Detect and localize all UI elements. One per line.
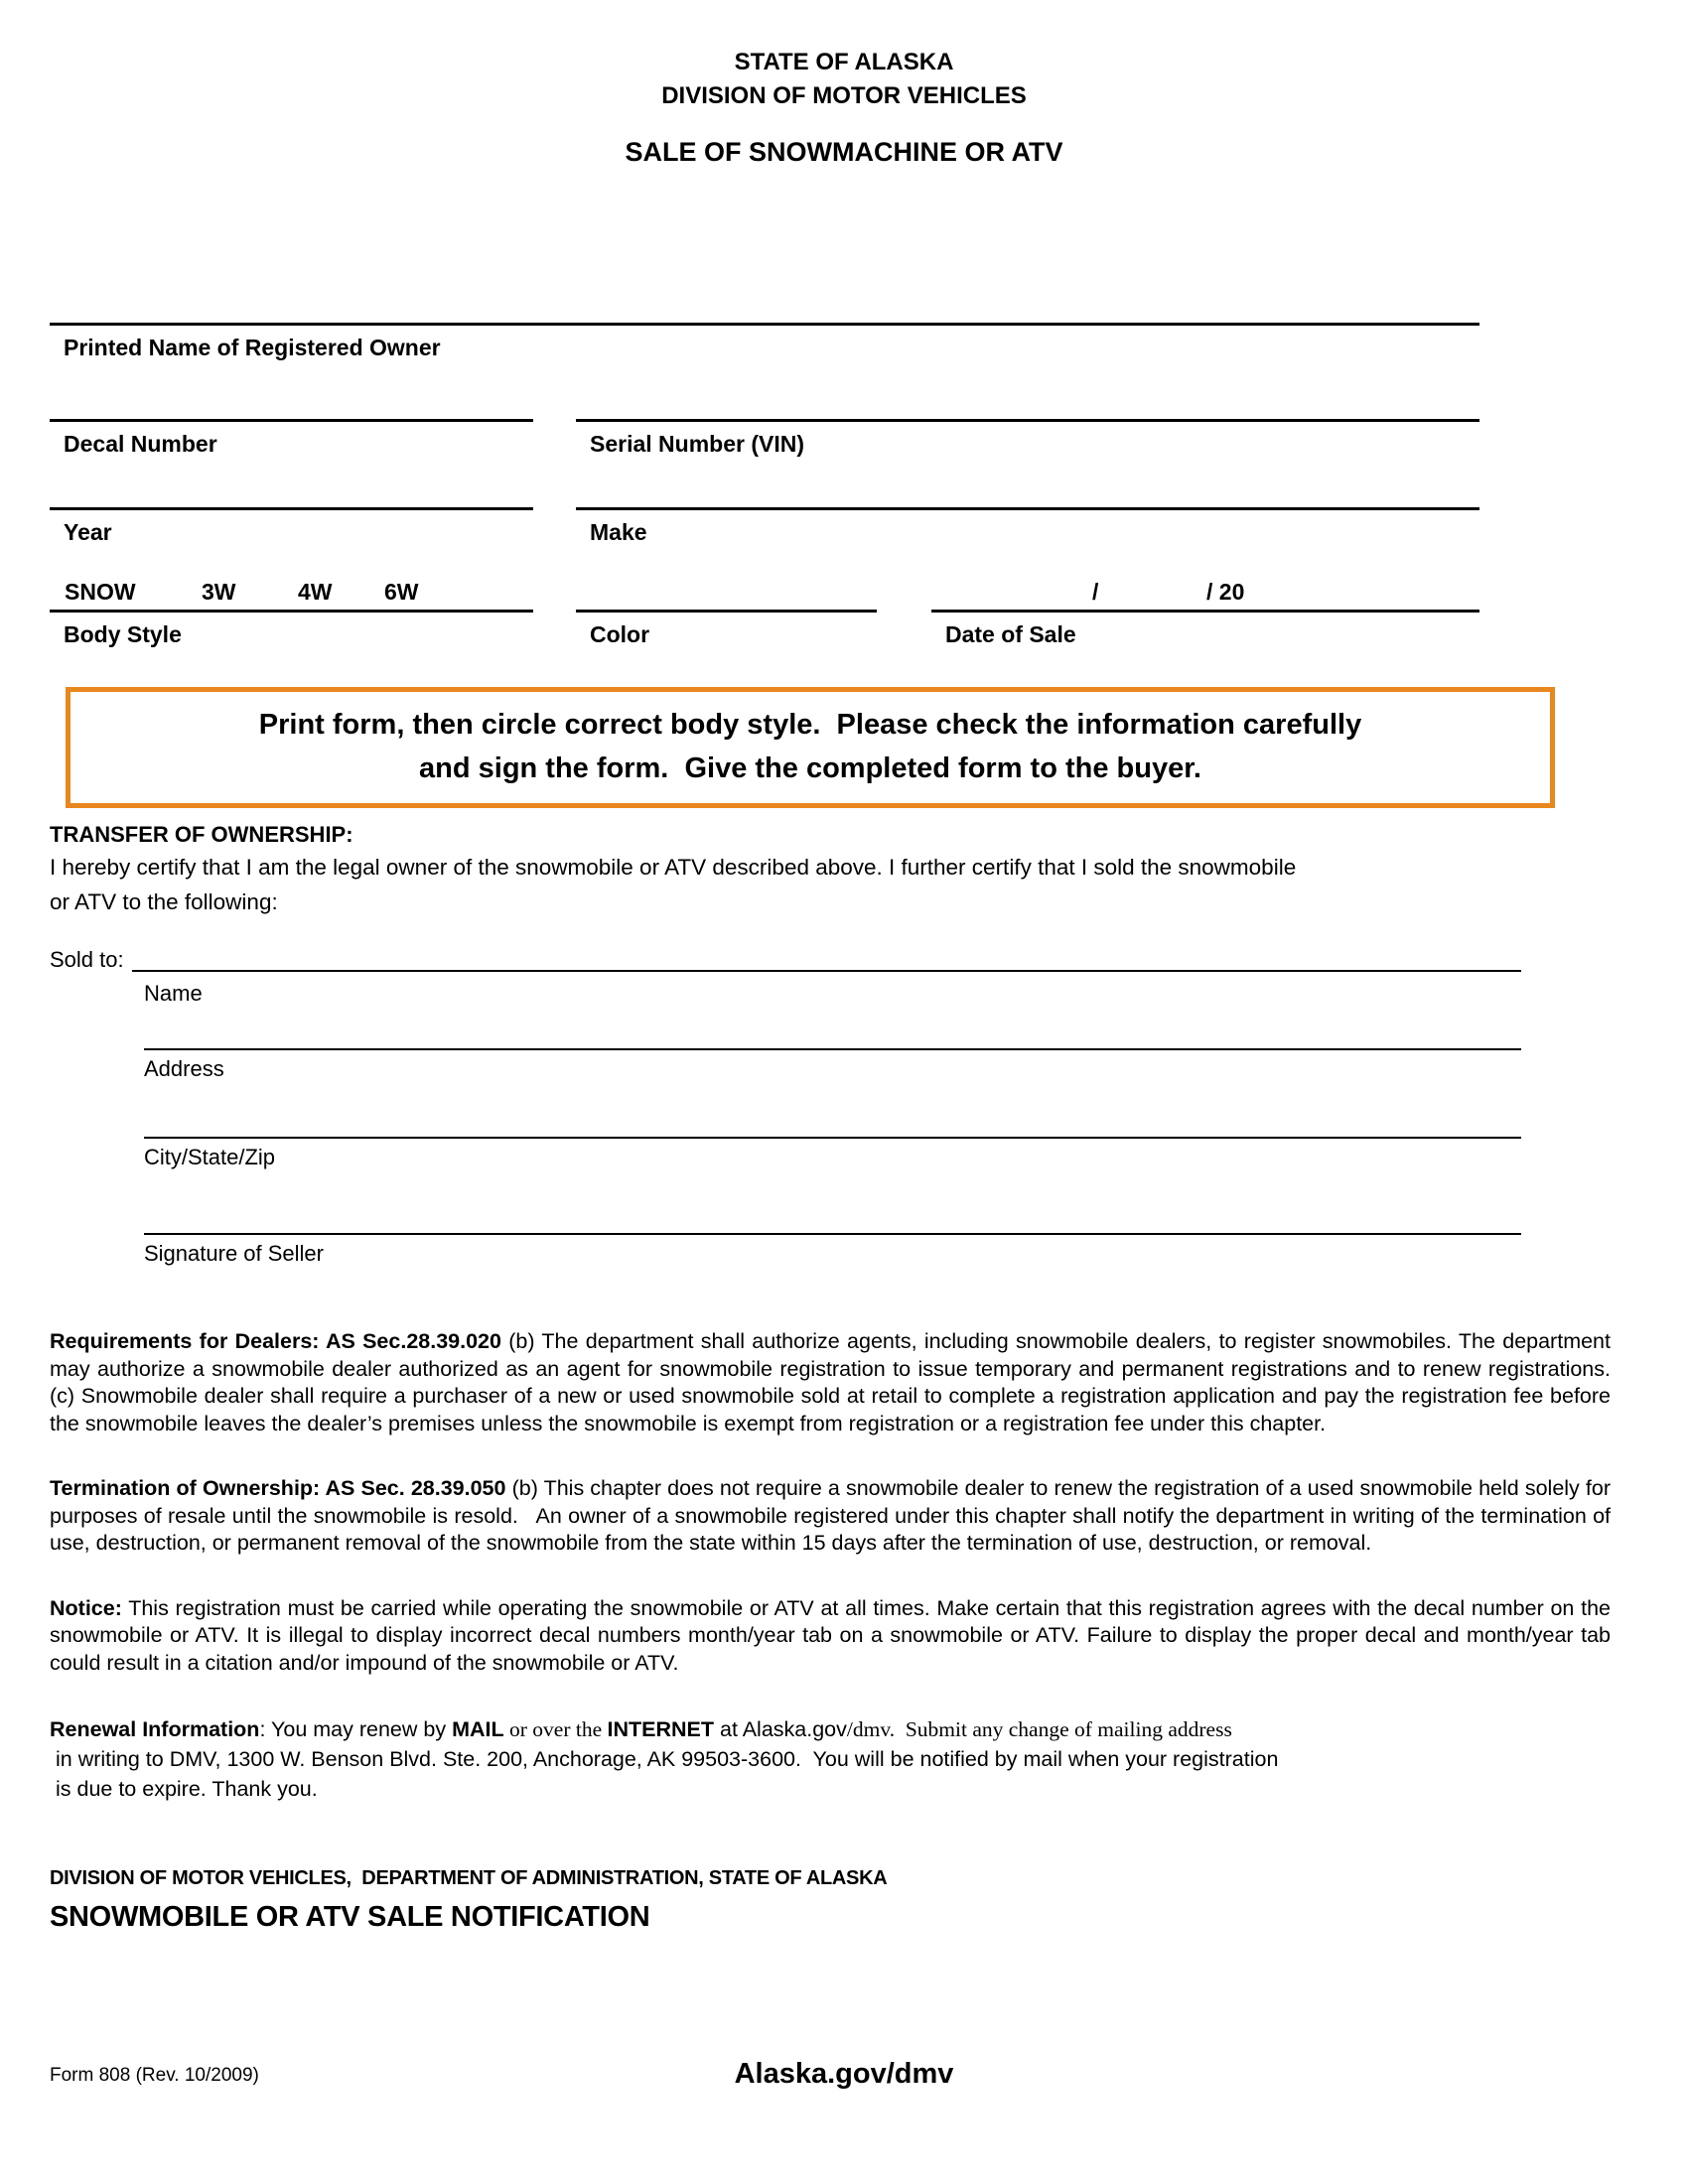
renewal-line-2: in writing to DMV, 1300 W. Benson Blvd. Ste. 200, Anchorage, AK 99503-3600. You will be notified by mail when your registration [50,1747,1279,1771]
dmv-website: Alaska.gov/dmv [734,2058,954,2090]
date-of-sale-label: Date of Sale [945,621,1076,647]
body-style-label: Body Style [64,621,182,647]
form-title: SALE OF SNOWMACHINE OR ATV [625,137,1063,167]
transfer-body-line-1: I hereby certify that I am the legal owner of the snowmobile or ATV described above. I further certify that I sold the snowmobile [50,855,1297,880]
termination-text: (b) This chapter does not require a snowmobile dealer to renew the registration of a used snowmobile held solely for purposes of resale until the snowmobile is resold. An owner of a snowmobile registered under this chapter shall notify the department in writing of the termination of use, destruction, or permanent removal of the snowmobile from the state within 15 days after the termination of use, destruction, or removal. [50,1476,1617,1555]
signature-label: Signature of Seller [144,1241,324,1266]
body-style-option-3w[interactable]: 3W [202,579,236,605]
notice-text: This registration must be carried while operating the snowmobile or ATV at all times. Make certain that this registration agrees with the decal number on the snowmobile or ATV. It is illegal to display incorrect decal numbers month/year tab on a snowmobile or ATV. Failure to display the proper decal and month/year tab could result in a citation and/or impound of the snowmobile or ATV. [50,1595,1617,1675]
date-slash-1: / [1092,579,1099,605]
sold-to-row [50,945,1521,975]
decal-number-label: Decal Number [64,431,217,457]
renewal-serif-2: /dmv. Submit any change of mailing address [846,1717,1232,1741]
print-instruction-box [66,687,1555,808]
date-of-sale-field [931,576,1479,647]
sold-to-label: Sold to: [50,947,124,972]
printed-name-field [50,323,1479,360]
decal-number-field [50,419,533,457]
dealers-paragraph [50,1328,1617,1437]
dealers-lead: Requirements for Dealers: AS Sec.28.39.020 [50,1329,501,1353]
make-field [576,507,1479,545]
transfer-body-line-2: or ATV to the following: [50,889,278,914]
division-caption: DIVISION OF MOTOR VEHICLES, DEPARTMENT OF ADMINISTRATION, STATE OF ALASKA [50,1867,888,1889]
date-slash-2: / 20 [1206,579,1245,605]
serial-number-label: Serial Number (VIN) [590,431,804,457]
state-title: STATE OF ALASKA [734,49,954,75]
renewal-serif-1: or over the [503,1717,608,1741]
division-title: DIVISION OF MOTOR VEHICLES [661,82,1027,109]
notice-lead: Notice: [50,1595,122,1620]
body-style-option-4w[interactable]: 4W [298,579,333,605]
address-label: Address [144,1056,224,1081]
renewal-paragraph [50,1714,1611,1804]
notice-paragraph [50,1595,1617,1678]
instruction-line-2: and sign the form. Give the completed form to the buyer. [419,752,1201,784]
transfer-of-ownership-section [50,820,1601,1268]
renewal-internet-keyword: INTERNET [607,1717,715,1741]
termination-paragraph [50,1475,1617,1558]
notification-title-block [50,1864,1611,1936]
body-style-option-snow[interactable]: SNOW [65,579,136,605]
body-style-options [50,576,533,610]
sold-to-input-line[interactable] [132,945,1521,972]
body-style-option-6w[interactable]: 6W [384,579,419,605]
body-style-field [50,576,533,647]
serial-number-field [576,419,1479,457]
renewal-mail-keyword: MAIL [452,1717,504,1741]
form-number: Form 808 (Rev. 10/2009) [50,2065,259,2086]
make-label: Make [590,519,647,545]
legal-text-section [50,1328,1617,1842]
city-state-zip-label: City/State/Zip [144,1145,276,1169]
notification-title: SNOWMOBILE OR ATV SALE NOTIFICATION [50,1901,650,1933]
color-field [576,576,877,647]
renewal-text-2: at Alaska.gov [714,1717,847,1741]
termination-lead: Termination of Ownership: AS Sec. 28.39.050 [50,1476,506,1500]
transfer-heading: TRANSFER OF OWNERSHIP: [50,822,353,847]
year-label: Year [64,519,112,545]
name-label: Name [144,981,203,1006]
form-header [0,46,1688,169]
page-footer [50,2057,1638,2097]
renewal-lead: Renewal Information [50,1717,260,1741]
vehicle-fields-section [50,323,1479,647]
renewal-text-1: : You may renew by [259,1717,453,1741]
color-label: Color [590,621,650,647]
renewal-line-1 [50,1714,1611,1744]
printed-name-label: Printed Name of Registered Owner [64,335,441,360]
instruction-line-1: Print form, then circle correct body style. Please check the information carefully [258,709,1362,741]
year-field [50,507,533,545]
dealers-text: (b) The department shall authorize agents, including snowmobile dealers, to register snowmobiles. The department may authorize a snowmobile dealer authorized as an agent for snowmobile registration to issue temporary and permanent registrations and to renew registrations. (c) Snowmobile dealer shall require a purchaser of a new or used snowmobile sold at retail to complete a registration application and pay the registration fee before the snowmobile leaves the dealer’s premises unless the snowmobile is exempt from registration or a registration fee under this chapter. [50,1329,1617,1435]
renewal-line-3: is due to expire. Thank you. [50,1777,318,1801]
